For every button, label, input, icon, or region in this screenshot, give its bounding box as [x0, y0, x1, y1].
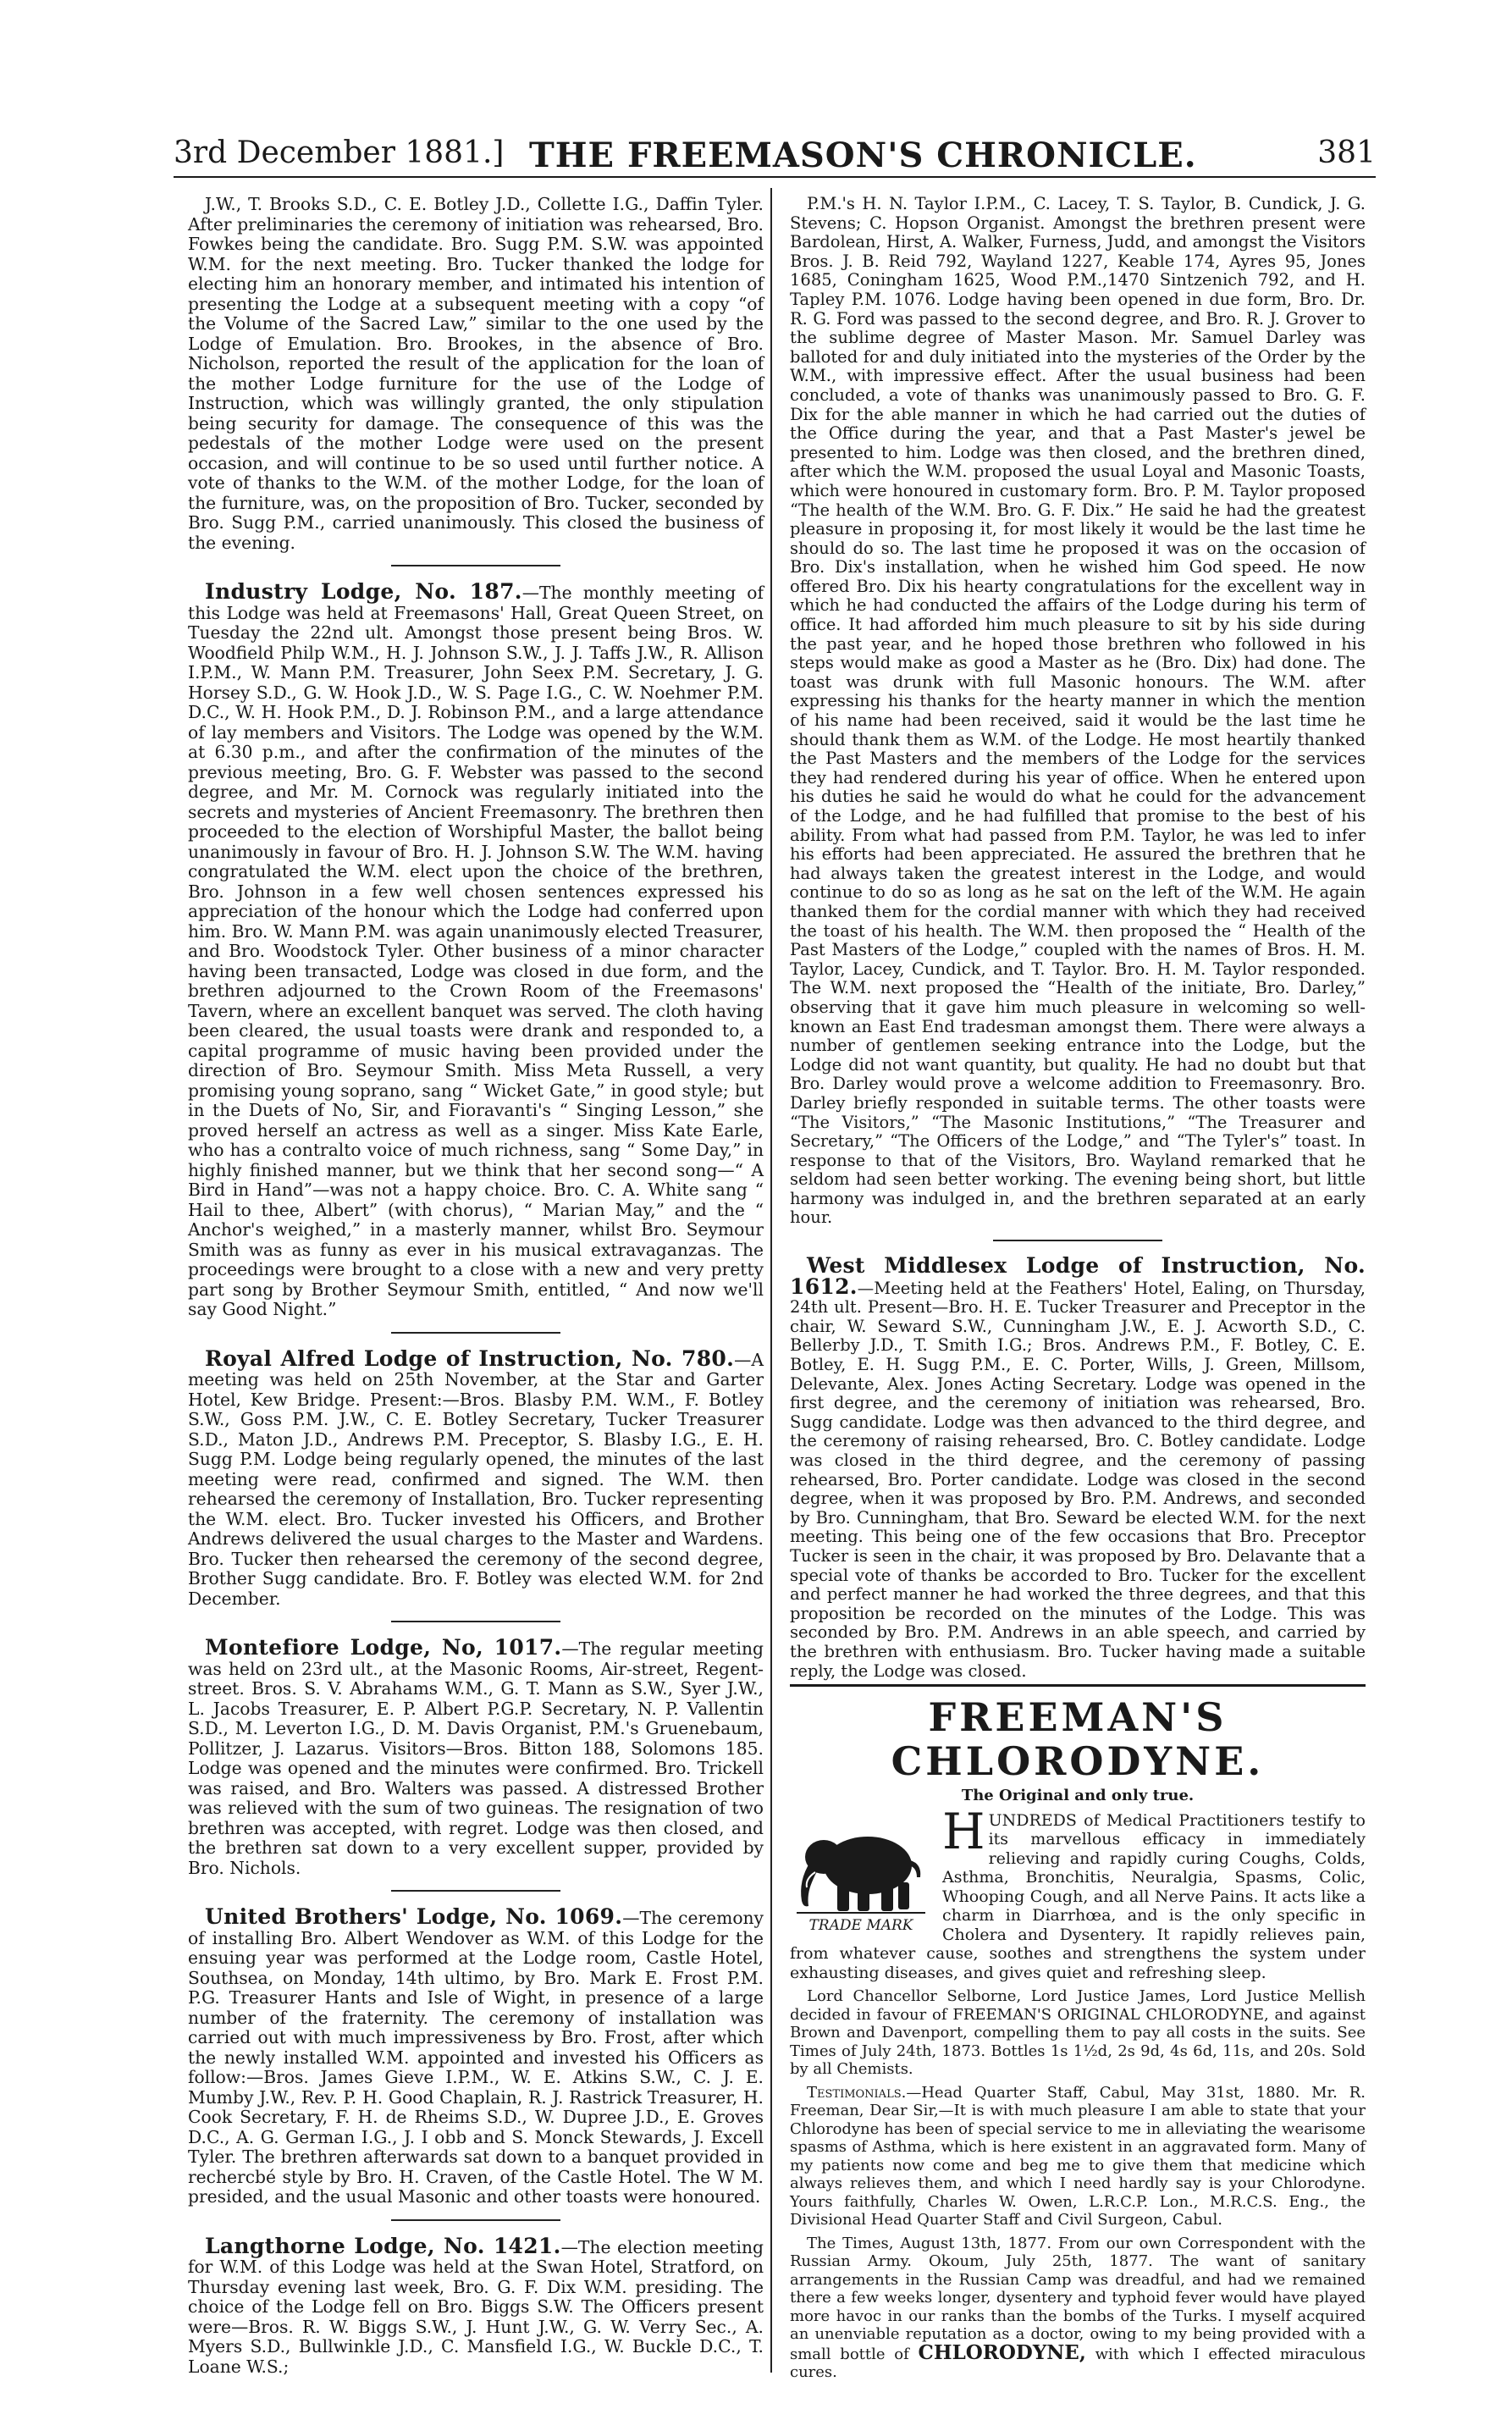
royal-alfred-report — [188, 1345, 764, 1610]
elephant-trademark-icon — [790, 1813, 932, 1940]
advert-dropcap: H — [942, 1810, 985, 1860]
united-brothers-report — [188, 1904, 764, 2207]
langthorne-heading: Langthorne Lodge, No. 1421. — [205, 2233, 561, 2258]
column-rule — [770, 188, 772, 2373]
advert-legal-notice: Lord Chancellor Selborne, Lord Justice James, Lord Justice Mellish decided in favour of FREEMAN'S ORIGINAL CHLORODYNE, and against Brown and Davenport, compelling them to pay all costs in the suits. See Times of July 24th, 1873. Bottles 1s 1½d, 2s 9d, 4s 6d, 11s, and 20s. Sold by all Chemists. — [790, 1987, 1366, 2079]
west-middlesex-report — [790, 1253, 1366, 1681]
united-brothers-text: —The ceremony of installing Bro. Albert Wendover as W.M. of this Lodge for the ensuing year was performed at the Lodge room, Castle Hotel, Southsea, on Monday, 14th ultimo, by Bro. Mark E. Frost P.M. P.G. Treasurer Hants and Isle of Wight, in presence of a large number of the fraternity. The ceremony of installation was carried out with much impressiveness by Bro. Frost, after which the newly installed W.M. appointed and invested his Officers as follow:—Bros. James Gieve I.P.M., W. E. Atkins S.W., C. J. E. Mumby J.W., Rev. P. H. Good Chaplain, R. J. Rastrick Treasurer, H. Cook Secretary, F. H. de Rheims S.D., W. Dupree J.D., E. Groves D.C., A. G. German I.G., J. I obb and S. Monck Stewards, J. Excell Tyler. The brethren afterwards sat down to a banquet provided in rechercbé style by Bro. H. Craven, of the Castle Hotel. The W M. presided, and the usual Masonic and other toasts were honoured. — [188, 1908, 764, 2207]
section-divider — [391, 2219, 560, 2221]
chlorodyne-advertisement — [790, 1684, 1366, 2382]
west-middlesex-heading: West Middlesex Lodge of Instruction, No. 1612. — [790, 1253, 1366, 1299]
page-number: 381 — [1317, 135, 1376, 170]
advert-body — [790, 1811, 1366, 1983]
closing-tail: with which I effected miraculous cures. — [790, 2345, 1366, 2382]
advert-subtitle: The Original and only true. — [961, 1787, 1195, 1805]
united-brothers-heading: United Brothers' Lodge, No. 1069. — [205, 1904, 623, 1929]
publication-title: THE FREEMASON'S CHRONICLE. — [529, 135, 1197, 175]
section-divider — [391, 1332, 560, 1334]
industry-lodge-heading: Industry Lodge, No. 187. — [205, 579, 522, 604]
continued-toasts-report: P.M.'s H. N. Taylor I.P.M., C. Lacey, T. S. Taylor, B. Cundick, J. G. Stevens; C. Hopson Organist. Amongst the brethren present were Bardolean, Hirst, A. Walker, Furness, Judd, and amongst the Visitors Bros. J. B. Reid 792, Wayland 1227, Keable 174, Ayres 95, Jones 1685, Coningham 1625, Wood P.M.,1470 Sintzenich 792, and H. Tapley P.M. 1076. Lodge having been opened in due form, Bro. Dr. R. G. Ford was passed to the second degree, and Bro. R. J. Grover to the sublime degree of Master Mason. Mr. Samuel Darley was balloted for and duly initiated into the mysteries of the Order by the W.M., with impressive effect. After the usual business had been concluded, a vote of thanks was unanimously passed to Bro. G. F. Dix for the able manner in which he had carried out the duties of the Office during the year, and that a Past Master's jewel be presented to him. Lodge was then closed, and the brethren dined, after which the W.M. proposed the usual Loyal and Masonic Toasts, which were honoured in customary form. Bro. P. M. Taylor proposed “The health of the W.M. Bro. G. F. Dix.” He said he had the greatest pleasure in proposing it, for most likely it would be the last time he should do so. The last time he proposed it was on the occasion of Bro. Dix's installation, when he wished him God speed. He now offered Bro. Dix his hearty congratulations for the excellent way in which he had conducted the affairs of the Lodge during his term of office. It had afforded him much pleasure to sit by his side during the past year, and he hoped those brethren who followed in his steps would make as good a Master as he (Bro. Dix) had done. The toast was drunk with full Masonic honours. The W.M. after expressing his thanks for the hearty manner in which the mention of his name had been received, said it would be the last time he should thank them as W.M. of the Lodge. He most heartily thanked the Past Masters and the members of the Lodge for the services they had rendered during his year of office. When he entered upon his duties he said he would do what he could for the advancement of the Lodge, and he had fulfilled that promise to the best of his ability. From what had passed from P.M. Taylor, he was led to infer his efforts had been appreciated. He assured the brethren that he had always taken the greatest interest in the Lodge, and would continue to do so as long as he sat on the left of the W.M. He again thanked them for the cordial manner with which they had received the toast of his health. The W.M. then proposed the “ Health of the Past Masters of the Lodge,” coupled with the names of Bros. H. M. Taylor, Lacey, Cundick, and T. Taylor. Bro. H. M. Taylor responded. The W.M. next proposed the “Health of the initiate, Bro. Darley,” observing that it gave him much pleasure in welcoming so well-known an East End tradesman amongst them. There were always a number of gentlemen seeking entrance into the Lodge, but the Lodge did not want quantity, but quality. He had no doubt but that Bro. Darley would prove a welcome addition to Freemasonry. Bro. Darley briefly responded in suitable terms. The other toasts were “The Visitors,” “The Masonic Institutions,” “The Treasurer and Secretary,” “The Officers of the Lodge,” and “The Tyler's” toast. In response to that of the Visitors, Bro. Wayland remarked that he seldom had seen better working. The evening being short, but little harmony was indulged in, and the brethren separated at an early hour. — [790, 194, 1366, 1228]
langthorne-report — [188, 2233, 764, 2378]
advert-title: FREEMAN'S CHLORODYNE. — [891, 1694, 1265, 1785]
testimonials-text: —Head Quarter Staff, Cabul, May 31st, 1880. Mr. R. Freeman, Dear Sir,—It is with much pleasure I am able to state that your Chlorodyne has been of special service to me in alleviating the wearisome spasms of Asthma, which is here existent in an aggravated form. Many of my patients now come and beg me to give them that medicine which always relieves them, and which I need hardly say is your Chlorodyne. Yours faithfully, Charles W. Owen, L.R.C.P. Lon., M.R.C.S. Eng., the Divisional Head Quarter Staff and Civil Surgeon, Cabul. — [790, 2083, 1366, 2229]
royal-alfred-heading: Royal Alfred Lodge of Instruction, No. 780. — [205, 1345, 735, 1371]
left-column — [188, 195, 764, 2377]
advert-times-extract — [790, 2235, 1366, 2382]
right-column — [790, 195, 1366, 2382]
montefiore-heading: Montefiore Lodge, No, 1017. — [205, 1635, 562, 1660]
continued-report: J.W., T. Brooks S.D., C. E. Botley J.D., Collette I.G., Daffin Tyler. After preliminaries the ceremony of initiation was rehearsed, Bro. Fowkes being the candidate. Bro. Sugg P.M. S.W. was appointed W.M. for the next meeting. Bro. Tucker thanked the lodge for electing him an honorary member, and intimated his intention of presenting the Lodge at a subsequent meeting with a copy “of the Volume of the Sacred Law,” similar to the one used by the Lodge of Emulation. Bro. Brookes, in the absence of Bro. Nicholson, reported the result of the application for the loan of the mother Lodge furniture for the use of the Lodge of Instruction, which was willingly granted, the only stipulation being security for damage. The consequence of this was the pedestals of the mother Lodge were used on the present occasion, and will continue to be so used until further notice. A vote of thanks to the W.M. of the mother Lodge, for the loan of the furniture, was, on the proposition of Bro. Tucker, seconded by Bro. Sugg P.M., carried unanimously. This closed the business of the evening. — [188, 194, 764, 553]
advert-intro-text: UNDREDS of Medical Practitioners testify to its marvellous efficacy in immediately relieving and rapidly curing Coughs, Colds, Asthma, Bronchitis, Neuralgia, Spasms, Colic, Whooping Cough, and all Nerve Pains. It acts like a charm in Diarrhœa, and is the only specific in Cholera and Dysentery. It rapidly relieves pain, from whatever cause, soothes and strengthens the system under exhausting diseases, and gives quiet and refreshing sleep. — [790, 1810, 1366, 1982]
masthead — [174, 134, 1376, 178]
section-divider — [993, 1240, 1162, 1241]
closing-brand: CHLORODYNE, — [918, 2340, 1086, 2364]
west-middlesex-text: —Meeting held at the Feathers' Hotel, Ealing, on Thursday, 24th ult. Present—Bro. H. E. Tucker Treasurer and Preceptor in the chair, W. Seward S.W., Cunningham J.W., E. J. Acworth S.D., C. Bellerby J.D., T. Smith I.G.; Bros. Andrews P.M., F. Botley, C. E. Botley, E. H. Sugg P.M., E. C. Porter, Wills, J. Green, Millsom, Delevante, Alex. Jones Acting Secretary. Lodge was opened in the first degree, and the ceremony of initiation was rehearsed, Bro. Sugg candidate. Lodge was then advanced to the third degree, and the ceremony of raising rehearsed, Bro. C. Botley candidate. Lodge was closed in the third degree, and the ceremony of passing rehearsed, Bro. Porter candidate. Lodge was closed in the second degree, when it was proposed by Bro. P.M. Andrews, and seconded by Bro. Cunningham, that Bro. Seward be elected W.M. for the next meeting. This being one of the few occasions that Bro. Preceptor Tucker is seen in the chair, it was proposed by Bro. Delavante that a special vote of thanks be accorded to Bro. Tucker for the excellent and perfect manner he had worked the three degrees, and that this proposition be recorded on the minutes of the Lodge. This was seconded by Bro. P.M. Andrews in an able speech, and carried by the brethren with enthusiasm. Bro. Tucker having made a suitable reply, the Lodge was closed. — [790, 1278, 1366, 1681]
section-divider — [391, 1890, 560, 1892]
langthorne-text: —The election meeting for W.M. of this Lodge was held at the Swan Hotel, Stratford, on Thursday evening last week, Bro. G. F. Dix W.M. presiding. The choice of the Lodge fell on Bro. Biggs S.W. The Officers present were—Bros. R. W. Biggs S.W., J. Hunt J.W., G. W. Verry Sec., A. Myers S.D., Bullwinkle J.D., C. Mansfield I.G., W. Buckle D.C., T. Loane W.S.; — [188, 2236, 764, 2377]
trademark-label: TRADE MARK — [808, 1916, 913, 1934]
advert-testimonials — [790, 2084, 1366, 2229]
industry-lodge-report — [188, 579, 764, 1320]
montefiore-report — [188, 1635, 764, 1878]
montefiore-text: —The regular meeting was held on 23rd ult., at the Masonic Rooms, Air-street, Regent-street. Bros. S. V. Abrahams W.M., G. T. Mann as S.W., Syer J.W., L. Jacobs Treasurer, E. P. Albert P.G.P. Secretary, N. P. Vallentin S.D., M. Leverton I.G., D. M. Davis Organist, P.M.'s Gruenebaum, Pollitzer, J. Lazarus. Visitors—Bros. Bitton 188, Solomons 185. Lodge was opened and the minutes were confirmed. Bro. Trickell was raised, and Bro. Walters was passed. A distressed Brother was relieved with the sum of two guineas. The resignation of two brethren was accepted, with regret. Lodge was then closed, and the brethren sat down to a very excellent supper, provided by Bro. Nichols. — [188, 1638, 764, 1878]
industry-lodge-text: —The monthly meeting of this Lodge was held at Freemasons' Hall, Great Queen Street, on Tuesday the 22nd ult. Amongst those present being Bros. W. Woodfield Philp W.M., H. J. Johnson S.W., J. J. Taffs J.W., R. Allison I.P.M., W. Mann P.M. Treasurer, John Seex P.M. Secretary, J. G. Horsey S.D., G. W. Hook J.D., W. S. Page I.G., C. W. Noehmer P.M. D.C., W. H. Hook P.M., D. J. Robinson P.M., and a large attendance of lay members and Visitors. The Lodge was opened by the W.M. at 6.30 p.m., and after the confirmation of the minutes of the previous meeting, Bro. G. F. Webster was passed to the second degree, and Mr. M. Cornock was regularly initiated into the secrets and mysteries of Ancient Freemasonry. The brethren then proceeded to the election of Worshipful Master, the ballot being unanimously in favour of Bro. H. J. Johnson S.W. The W.M. having congratulated the W.M. elect upon the choice of the brethren, Bro. Johnson in a few well chosen sentences expressed his appreciation of the honour which the Lodge had conferred upon him. Bro. W. Mann P.M. was again unanimously elected Treasurer, and Bro. Woodstock Tyler. Other business of a minor character having been transacted, Lodge was closed in due form, and the brethren adjourned to the Crown Room of the Freemasons' Tavern, where an excellent banquet was served. The cloth having been cleared, the usual toasts were drank and responded to, a capital programme of music having been provided under the direction of Bro. Seymour Smith. Miss Meta Russell, a very promising young soprano, sang “ Wicket Gate,” in good style; but in the Duets of No, Sir, and Fioravanti's “ Singing Lesson,” she proved herself an actress as well as a singer. Miss Kate Earle, who has a contralto voice of much richness, sang “ Some Day,” in highly finished manner, but we think that her second song—“ A Bird in Hand”—was not a happy choice. Bro. C. A. White sang “ Hail to thee, Albert” (with chorus), “ Marian May,” and the “ Anchor's weighed,” in a masterly manner, whilst Bro. Seymour Smith was as funny as ever in his musical extravaganzas. The proceedings were brought to a close with a new and very pretty part song by Brother Seymour Smith, entitled, “ And now we'll say Good Night.” — [188, 583, 764, 1319]
section-divider — [391, 1621, 560, 1622]
testimonials-label: Testimonials. — [807, 2083, 907, 2102]
times-extract-text: The Times, August 13th, 1877. From our own Correspondent with the Russian Army. Okoum, July 25th, 1877. The want of sanitary arrangements in the Russian Camp was dreadful, and had we remained there a few weeks longer, dysentery and typhoid fever would have played more havoc in our ranks than the bombs of the Turks. I myself acquired an unenviable reputation as a doctor, owing to my being provided with a small bottle of — [790, 2234, 1366, 2363]
issue-date: 3rd December 1881.] — [174, 135, 505, 170]
royal-alfred-text: —A meeting was held on 25th November, at the Star and Garter Hotel, Kew Bridge. Present:—Bros. Blasby P.M. W.M., F. Botley S.W., Goss P.M. J.W., C. E. Botley Secretary, Tucker Treasurer S.D., Maton J.D., Andrews P.M. Preceptor, S. Blasby I.G., E. H. Sugg P.M. Lodge being regularly opened, the minutes of the last meeting were read, confirmed and signed. The W.M. then rehearsed the ceremony of Installation, Bro. Tucker representing the W.M. elect. Bro. Tucker invested his Officers, and Brother Andrews delivered the usual charges to the Master and Wardens. Bro. Tucker then rehearsed the ceremony of the second degree, Brother Sugg candidate. Bro. F. Botley was elected W.M. for 2nd December. — [188, 1349, 764, 1609]
section-divider — [391, 565, 560, 566]
